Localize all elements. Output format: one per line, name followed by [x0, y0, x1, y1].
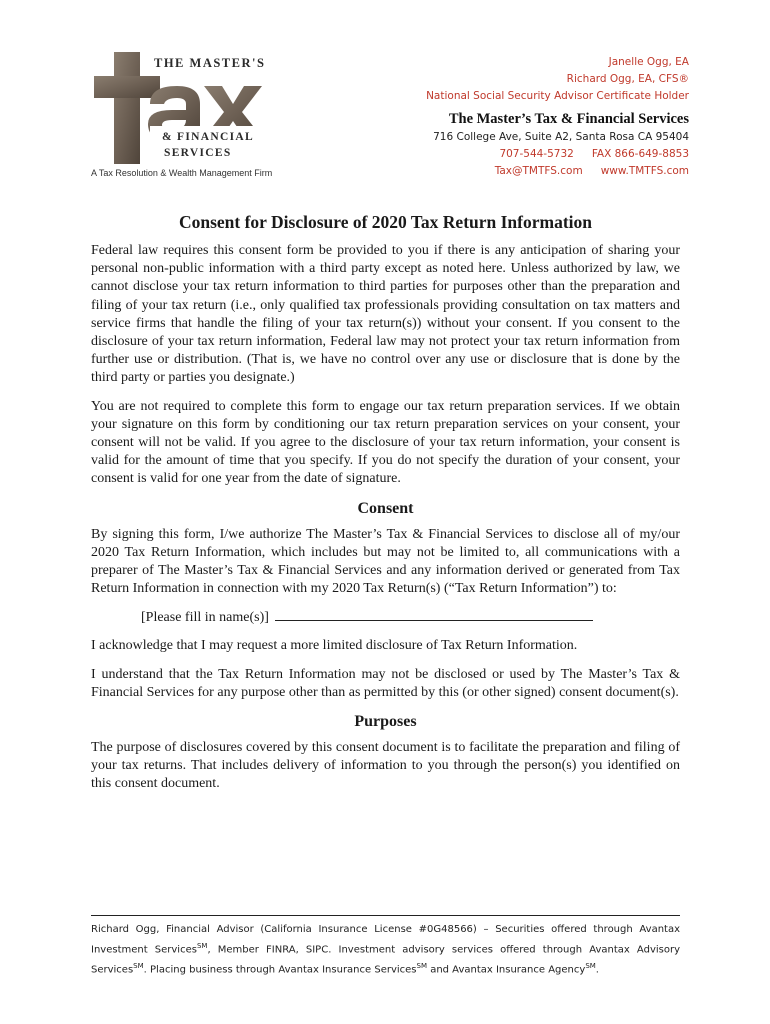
- phone-number: 707-544-5732: [499, 148, 574, 160]
- name-fill-label: [Please fill in name(s)]: [141, 610, 269, 626]
- email-web-row: [426, 163, 689, 180]
- logo-text-services: SERVICES: [164, 147, 232, 159]
- footer-text-5: .: [595, 964, 599, 976]
- advisor-name-richard: Richard Ogg, EA, CFS®: [566, 73, 689, 85]
- consent-paragraph-2: I acknowledge that I may request a more limited disclosure of Tax Return Information.: [91, 638, 578, 654]
- name-fill-row: [91, 608, 680, 627]
- consent-heading: Consent: [357, 499, 414, 517]
- firm-address: 716 College Ave, Suite A2, Santa Rosa CA 95404: [433, 131, 689, 143]
- email-link[interactable]: Tax@TMTFS.com: [494, 165, 583, 177]
- service-mark-3: SM: [416, 962, 428, 971]
- firm-logo: [92, 48, 272, 168]
- logo-t-vertical: [114, 52, 140, 164]
- advisor-name-janelle: Janelle Ogg, EA: [608, 56, 689, 68]
- certificate-line: National Social Security Advisor Certificate Holder: [426, 90, 689, 102]
- footer-text-3: . Placing business through Avantax Insurance Services: [143, 964, 417, 976]
- intro-paragraph-1: Federal law requires this consent form be provided to you if there is any anticipation of sharing your personal non-public information with a third party except as noted here. Unless authorized by law, we cannot disclose your tax return information to third parties for purposes other than the preparation and filing of your tax return (i.e., only qualified tax professionals providing consultation on tax matters and service firms that handle the filing of your tax return(s)) without your consent. If you consent to the disclosure of your tax return information, Federal law may not protect your tax return information from further use or distribution. (That is, we have no control over any use or disclosure that is done by the third party or parties you designate.): [91, 243, 680, 386]
- logo-text-masters: THE MASTER'S: [154, 56, 266, 70]
- purposes-heading: Purposes: [354, 713, 417, 731]
- footer-text-2: , Member FINRA, SIPC. Investment advisory services offered through Avantax Advisory Services: [91, 944, 681, 976]
- service-mark-2: SM: [133, 962, 144, 971]
- service-mark-1: SM: [196, 942, 208, 950]
- firm-name: The Master’s Tax & Financial Services: [448, 111, 689, 127]
- service-mark-4: SM: [585, 962, 596, 971]
- consent-paragraph-1: By signing this form, I/we authorize The Master’s Tax & Financial Services to disclose all of my/our 2020 Tax Return Information, which includes but may not be limited to, all communications with a preparer of The Master’s Tax & Financial Services and any information derived or generated from Tax Return Information in connection with my 2020 Tax Return(s) (“Tax Return Information”) to:: [91, 526, 680, 597]
- firm-tagline: A Tax Resolution & Wealth Management Firm: [91, 168, 273, 178]
- letterhead-contact: [426, 54, 689, 180]
- name-fill-blank[interactable]: [275, 608, 593, 621]
- document-title: Consent for Disclosure of 2020 Tax Return Information: [178, 212, 593, 232]
- logo-text-financial: & FINANCIAL: [162, 131, 254, 143]
- footer-disclosure: [91, 915, 680, 979]
- logo-t-horizontal: [94, 76, 160, 98]
- intro-paragraph-2: You are not required to complete this form to engage our tax return preparation services. If we obtain your signature on this form by conditioning our tax return preparation services on your consent, your consent will not be valid. If you agree to the disclosure of your tax return information, your consent is valid for the amount of time that you specify. If you do not specify the duration of your consent, your consent is valid for one year from the date of signature.: [91, 398, 680, 487]
- website-link[interactable]: www.TMTFS.com: [600, 165, 689, 177]
- fax-number: FAX 866-649-8853: [591, 148, 689, 160]
- consent-paragraph-3: I understand that the Tax Return Information may not be disclosed or used by The Master’s Tax & Financial Services for any purpose other than as permitted by this (or other signed) consent document(s).: [91, 666, 680, 700]
- footer-text-1: Richard Ogg, Financial Advisor (California Insurance License #0G48566) – Securities offered through Avantax Investment Services: [91, 924, 680, 956]
- phone-fax-row: [426, 146, 689, 163]
- document-body: [91, 211, 680, 804]
- footer-text-4: and Avantax Insurance Agency: [427, 964, 586, 976]
- purposes-paragraph: The purpose of disclosures covered by this consent document is to facilitate the preparation and filing of your tax returns. That includes delivery of information to you through the person(s) you identified on this consent document.: [91, 740, 680, 792]
- tax-logo-graphic: [92, 48, 272, 168]
